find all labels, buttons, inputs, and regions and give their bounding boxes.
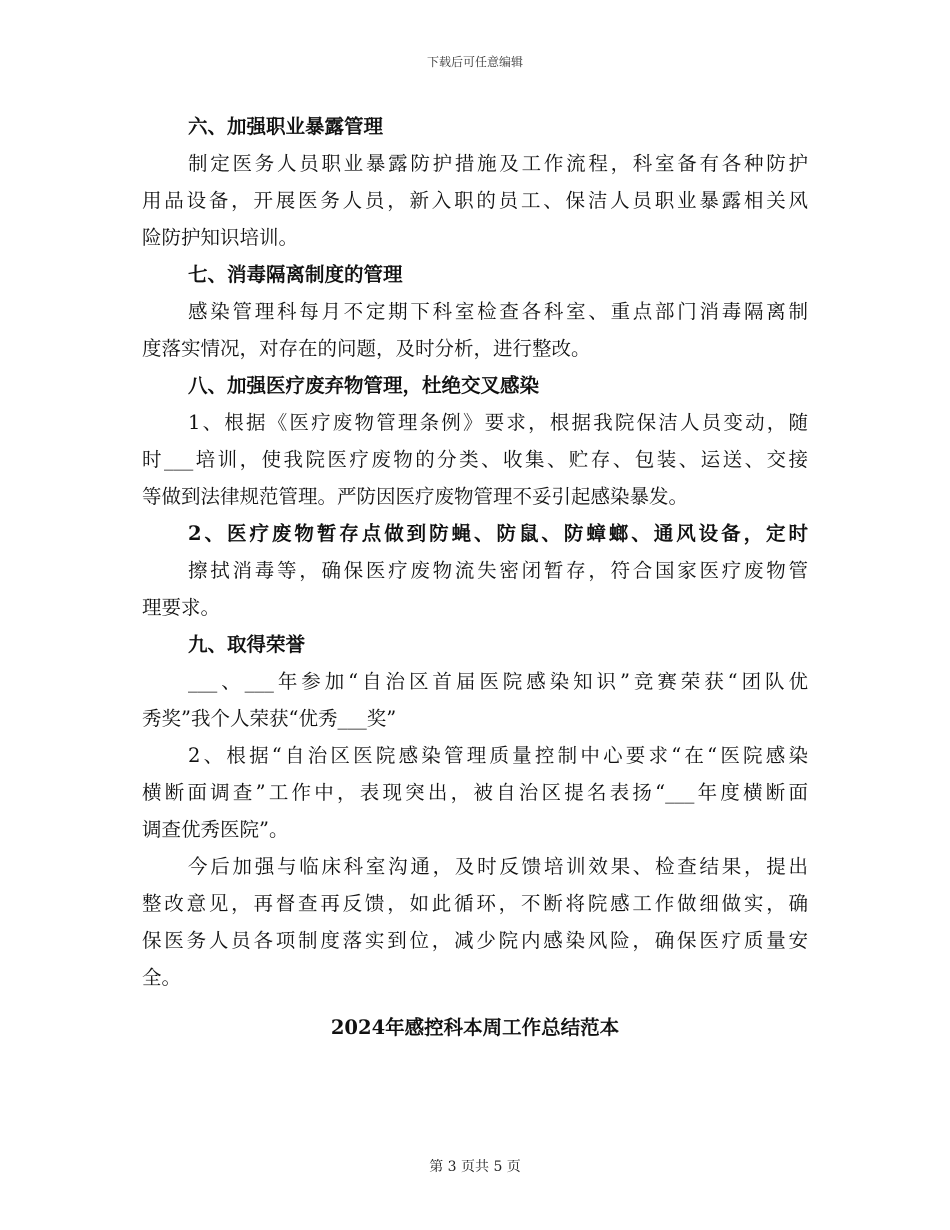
paragraph-line: 秀奖”我个人荣获“优秀___奖” (142, 707, 397, 730)
paragraph-line: 制定医务人员职业暴露防护措施及工作流程，科室备有各种防护 (188, 152, 808, 175)
paragraph-line: 时___培训，使我院医疗废物的分类、收集、贮存、包装、运送、交接 (142, 448, 808, 471)
paragraph-line: 理要求。 (142, 596, 221, 619)
paragraph-line: 用品设备，开展医务人员，新入职的员工、保洁人员职业暴露相关风 (142, 189, 808, 212)
page-header: 下载后可任意编辑 (426, 55, 523, 69)
paragraph-line: 2、根据“自治区医院感染管理质量控制中心要求“在“医院感染 (188, 744, 808, 767)
paragraph-line: 度落实情况，对存在的问题，及时分析，进行整改。 (142, 337, 591, 360)
section-heading-line: 七、消毒隔离制度的管理 (188, 263, 403, 286)
document-body (142, 108, 808, 996)
paragraph-line: 整改意见，再督查再反馈，如此循环，不断将院感工作做细做实，确 (142, 892, 808, 915)
paragraph-line: 全。 (142, 966, 182, 989)
section-heading-line: 六、加强职业暴露管理 (188, 115, 384, 138)
paragraph-line: 1、根据《医疗废物管理条例》要求，根据我院保洁人员变动，随 (188, 411, 808, 434)
paragraph-line: 保医务人员各项制度落实到位，减少院内感染风险，确保医疗质量安 (142, 929, 808, 952)
paragraph-line: ___、___年参加“自治区首届医院感染知识”竞赛荣获“团队优 (188, 670, 808, 693)
paragraph-line: 今后加强与临床科室沟通，及时反馈培训效果、检查结果，提出 (188, 855, 808, 878)
section-heading-line: 九、取得荣誉 (188, 633, 306, 656)
section-heading-line: 八、加强医疗废弃物管理，杜绝交叉感染 (188, 374, 540, 397)
document-title: 2024年感控科本周工作总结范本 (330, 1016, 620, 1039)
page-footer: 第 3 页共 5 页 (429, 1159, 521, 1175)
paragraph-line: 等做到法律规范管理。严防因医疗废物管理不妥引起感染暴发。 (142, 485, 689, 508)
section-heading-line: 2、医疗废物暂存点做到防蝇、防鼠、防蟑螂、通风设备，定时 (188, 522, 808, 545)
paragraph-line: 擦拭消毒等，确保医疗废物流失密闭暂存，符合国家医疗废物管 (188, 559, 808, 582)
paragraph-line: 险防护知识培训。 (142, 226, 299, 249)
paragraph-line: 感染管理科每月不定期下科室检查各科室、重点部门消毒隔离制 (188, 300, 808, 323)
paragraph-line: 调查优秀医院”。 (142, 818, 289, 841)
paragraph-line: 横断面调查”工作中，表现突出，被自治区提名表扬“___年度横断面 (142, 781, 808, 804)
